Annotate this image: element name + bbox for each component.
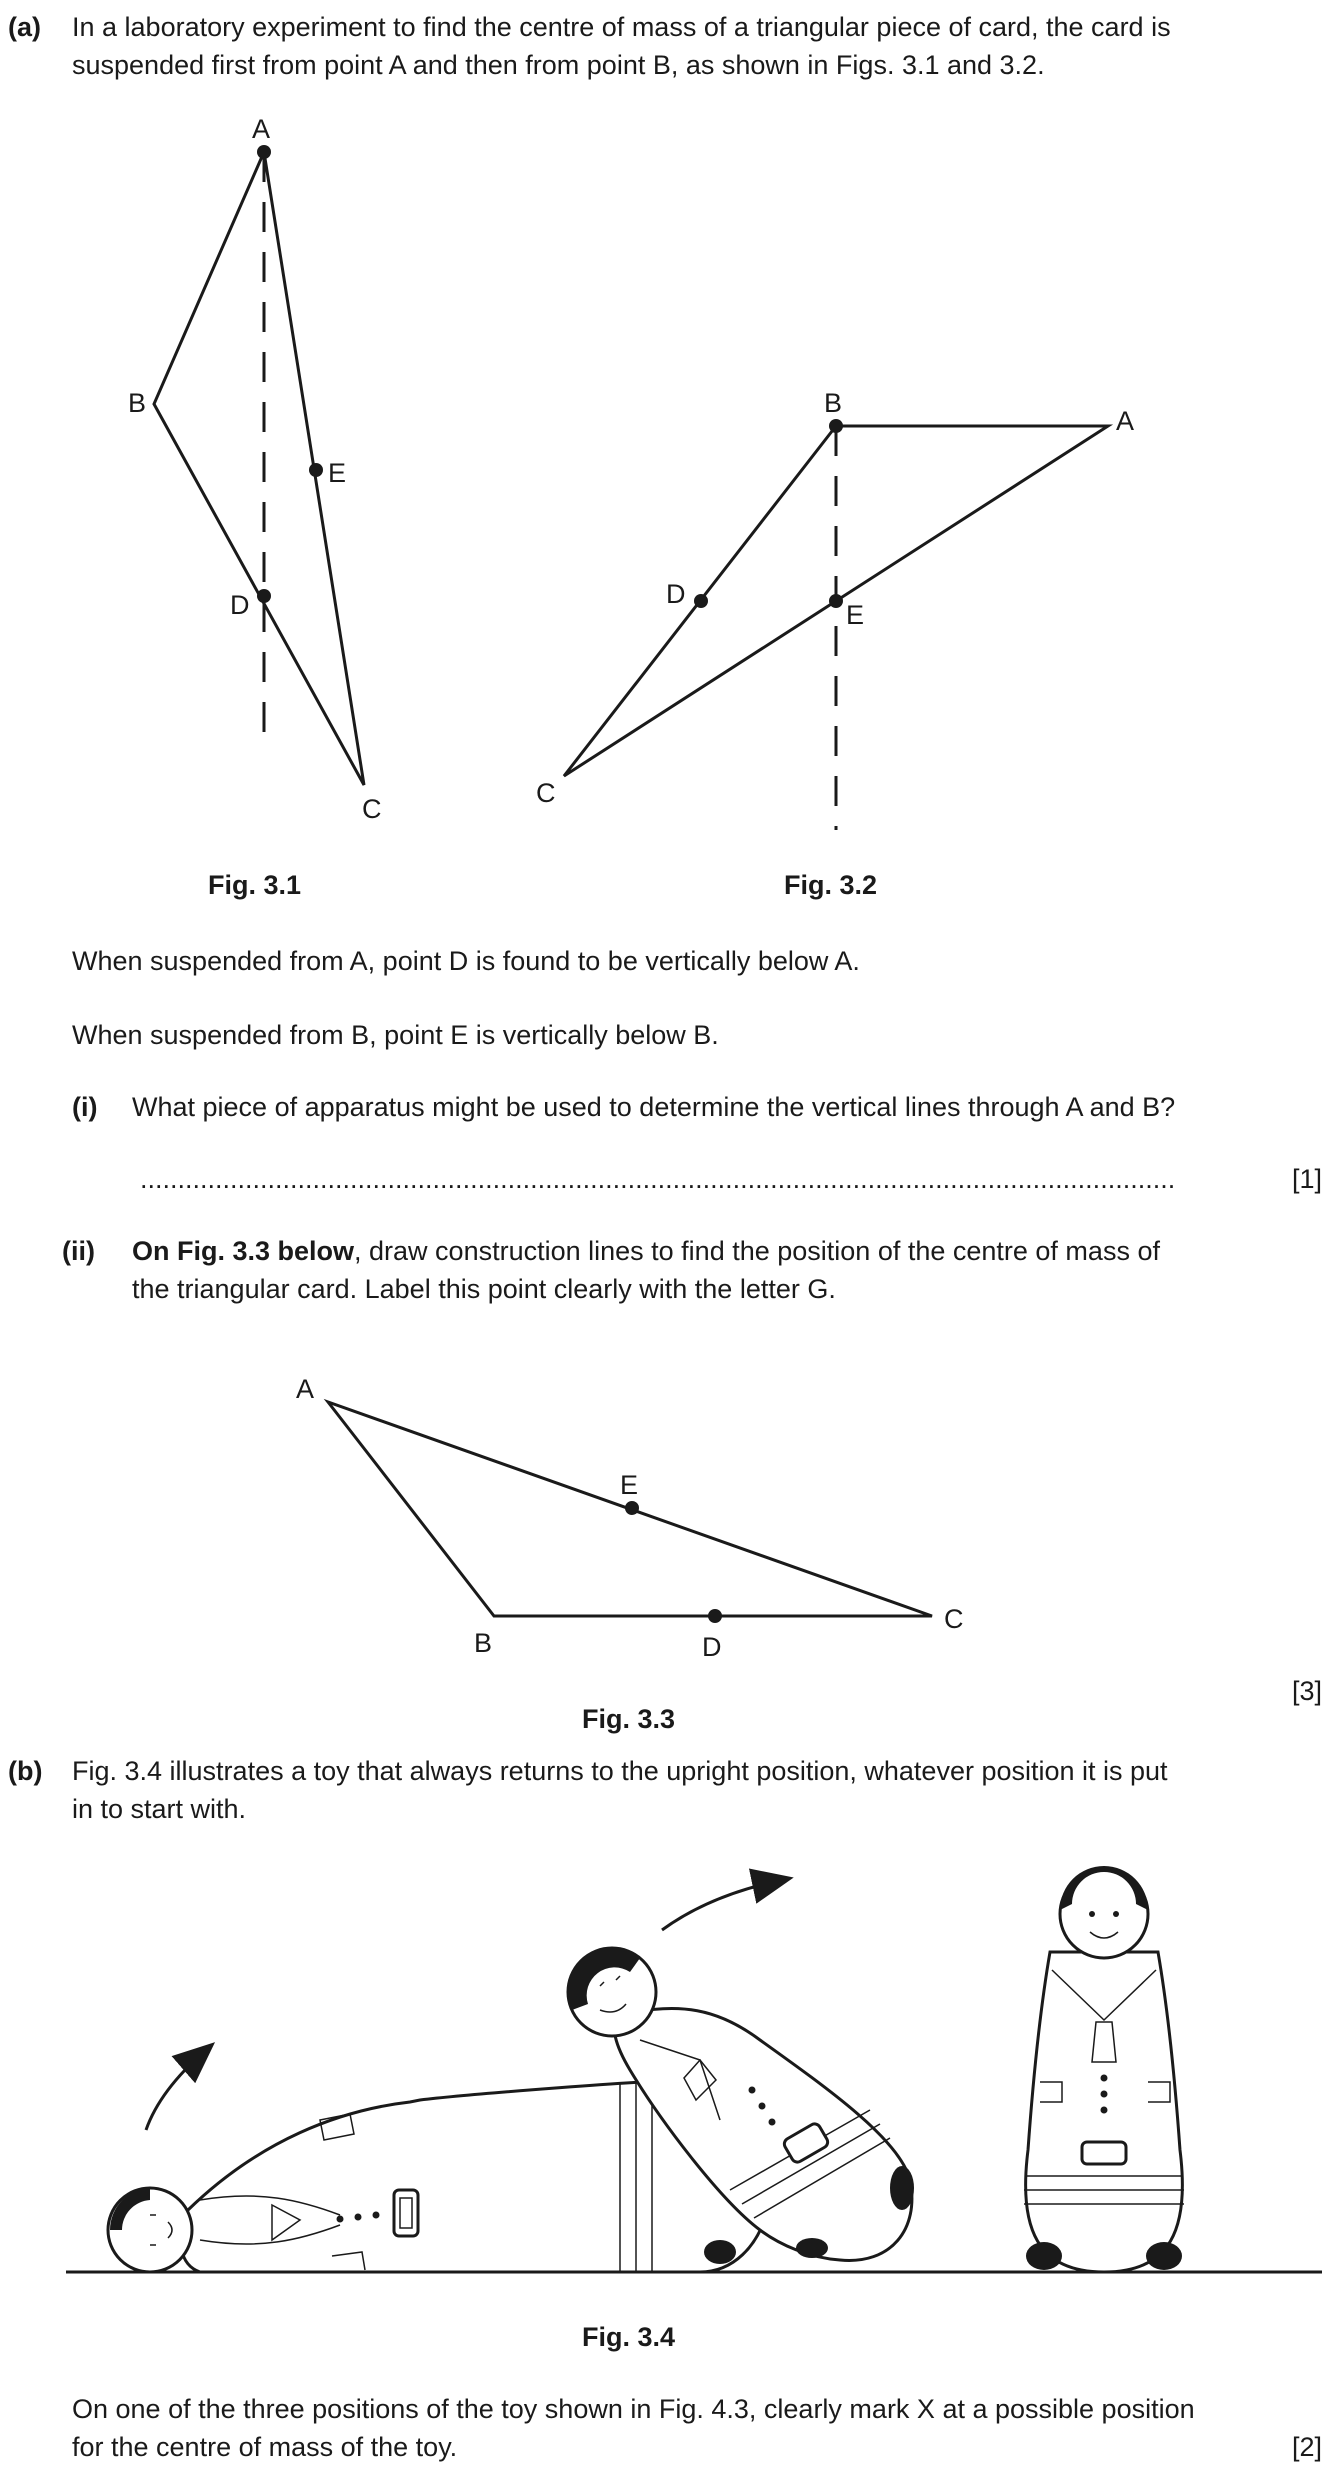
toy-lying-arrow xyxy=(146,2050,206,2130)
toy-upright-button2 xyxy=(1101,2091,1108,2098)
fig32-label-d: D xyxy=(666,579,686,609)
fig33-label-b: B xyxy=(474,1628,493,1658)
fig33-label-a: A xyxy=(296,1374,315,1404)
toy-tilted-weight2 xyxy=(796,2238,828,2258)
question-i-answer-line[interactable]: .......................................................................................................................................... xyxy=(140,1164,1176,1194)
fig32-label-b: B xyxy=(824,388,843,418)
fig32-label-a: A xyxy=(1116,406,1135,436)
question-i-text: What piece of apparatus might be used to determine the vertical lines through A and B? xyxy=(132,1092,1176,1122)
fig33-label-c: C xyxy=(944,1604,964,1634)
toy-lying-button3 xyxy=(373,2212,380,2219)
toy-lying-belt-buckle xyxy=(394,2190,418,2236)
part-b-label: (b) xyxy=(8,1756,43,1786)
fig31-label-e: E xyxy=(328,458,347,488)
question-ii-marks: [3] xyxy=(1291,1676,1322,1706)
fig31-label-c: C xyxy=(362,794,382,824)
toy-upright-button3 xyxy=(1101,2107,1108,2114)
toy-upright-belt-buckle xyxy=(1082,2142,1126,2164)
part-b-intro-line1: Fig. 3.4 illustrates a toy that always returns to the upright position, whatever position it is put xyxy=(72,1756,1168,1786)
fig33-label-d: D xyxy=(702,1632,722,1662)
toy-upright-eye-right xyxy=(1113,1911,1119,1917)
question-ii-line2: the triangular card. Label this point clearly with the letter G. xyxy=(132,1274,836,1304)
fig34-caption: Fig. 3.4 xyxy=(582,2322,676,2352)
toy-upright-weight2 xyxy=(1146,2242,1182,2270)
part-b-intro-line2: in to start with. xyxy=(72,1794,247,1824)
toy-tilted-button1 xyxy=(749,2087,756,2094)
question-ii-text1: , draw construction lines to find the position of the centre of mass of xyxy=(354,1236,1160,1266)
part-a-label: (a) xyxy=(8,12,41,42)
toy-tilted-arrow xyxy=(662,1880,782,1930)
fig32-label-c: C xyxy=(536,778,556,808)
part-b-task-line1: On one of the three positions of the toy shown in Fig. 4.3, clearly mark X at a possible position xyxy=(72,2394,1195,2424)
question-i-label: (i) xyxy=(72,1092,98,1122)
fig32-caption: Fig. 3.2 xyxy=(784,870,878,900)
fig33-label-e: E xyxy=(620,1470,639,1500)
question-i-marks: [1] xyxy=(1291,1164,1322,1194)
toy-tilted-button3 xyxy=(769,2119,776,2126)
statement-e-below-b: When suspended from B, point E is vertically below B. xyxy=(72,1020,719,1050)
toy-upright[interactable] xyxy=(1024,1866,1184,2272)
question-ii-bold-ref: On Fig. 3.3 below xyxy=(132,1236,355,1266)
toy-tilted-weight1 xyxy=(890,2166,914,2210)
toy-upright-eye-left xyxy=(1089,1911,1095,1917)
fig31-label-b: B xyxy=(128,388,147,418)
fig31-caption: Fig. 3.1 xyxy=(208,870,302,900)
part-b-marks: [2] xyxy=(1291,2432,1322,2462)
toy-tilted-button2 xyxy=(759,2103,766,2110)
fig31-label-d: D xyxy=(230,590,250,620)
fig33-caption: Fig. 3.3 xyxy=(582,1704,676,1734)
question-ii-label: (ii) xyxy=(62,1236,95,1266)
part-a-intro-line2: suspended first from point A and then from point B, as shown in Figs. 3.1 and 3.2. xyxy=(72,50,1045,80)
fig32-label-e: E xyxy=(846,600,865,630)
toy-lying-button1 xyxy=(337,2216,344,2223)
toy-upright-weight1 xyxy=(1026,2242,1062,2270)
part-b-task-line2: for the centre of mass of the toy. xyxy=(72,2432,458,2462)
statement-d-below-a: When suspended from A, point D is found to be vertically below A. xyxy=(72,946,860,976)
toy-upright-button1 xyxy=(1101,2075,1108,2082)
toy-lying-weight2 xyxy=(704,2240,736,2264)
toy-lying-button2 xyxy=(355,2214,362,2221)
part-a-intro-line1: In a laboratory experiment to find the centre of mass of a triangular piece of card, the card is xyxy=(72,12,1171,42)
fig31-label-a: A xyxy=(252,114,271,144)
